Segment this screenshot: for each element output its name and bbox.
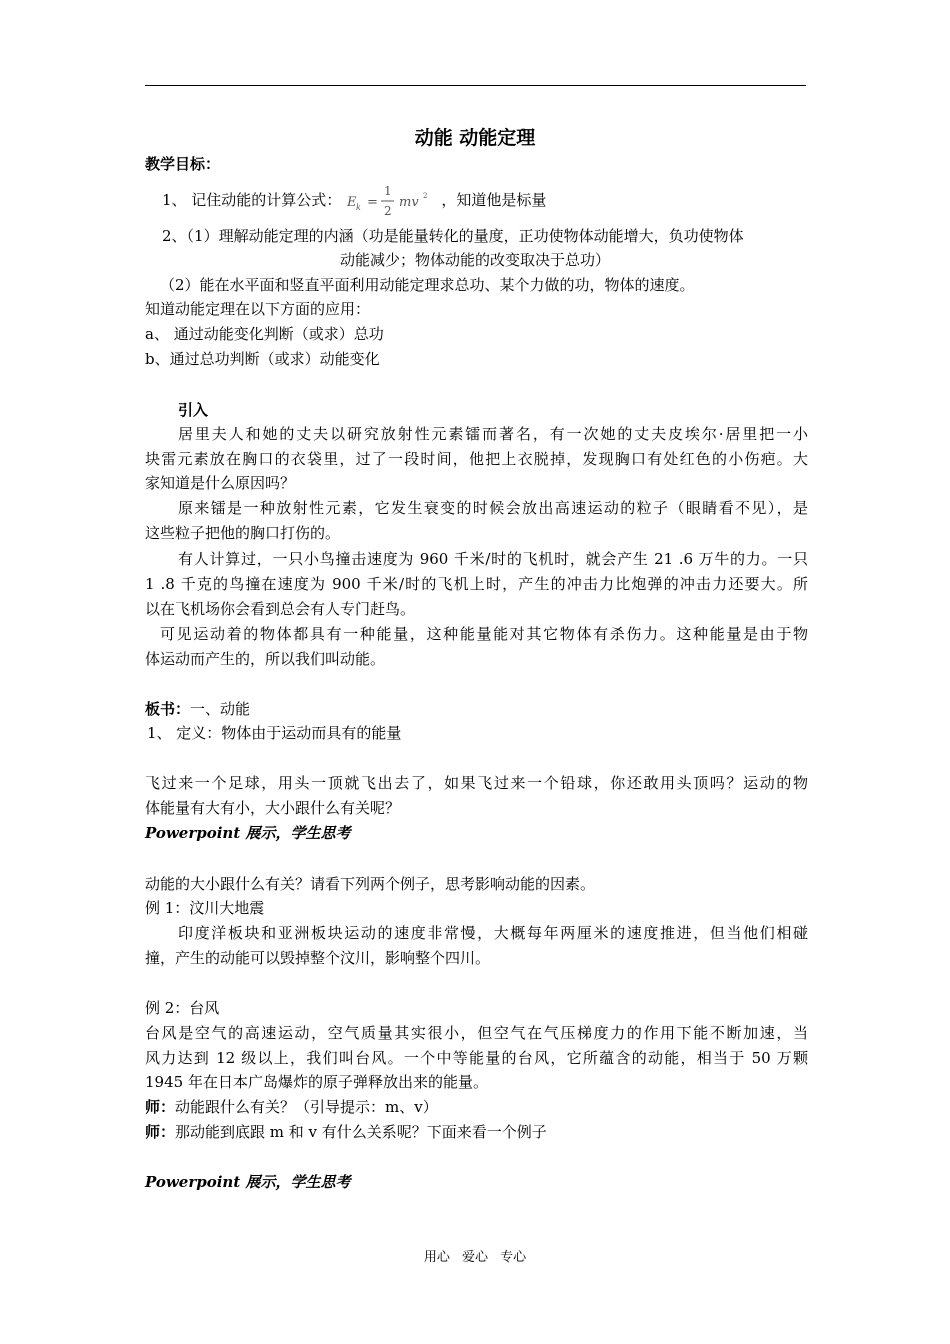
para-3-line-3: 以在飞机场你会看到总会有人专门赶鸟。 [145,600,416,618]
teacher-label-2: 师： [145,1123,176,1141]
para-3-line-1: 有人计算过，一只小鸟撞击速度为 960 千米/时的飞机时，就会产生 21 .6 万牛的力。一只 [178,550,808,568]
example-1-title: 例 1：汶川大地震 [145,899,265,917]
teacher-line-2 [145,1120,808,1144]
para-1-line-1: 居里夫人和她的丈夫以研究放射性元素镭而著名，有一次她的丈夫皮埃尔·居里把一小 [178,425,808,443]
teacher-label-1: 师： [145,1098,176,1116]
example-2-line-3: 1945 年在日本广岛爆炸的原子弹释放出来的能量。 [145,1073,488,1091]
formula-sup: 2 [423,192,428,200]
header-rule [145,85,806,86]
apply-a: a、 通过动能变化判断（或求）总功 [145,325,384,343]
formula-sub: k [356,203,362,212]
goal-1 [162,180,825,220]
kinetic-energy-formula [345,181,437,221]
footer-word-2: 爱心 [461,1250,488,1265]
footer-word-1: 用心 [423,1250,450,1265]
para-6: 动能的大小跟什么有关？请看下列两个例子，思考影响动能的因素。 [145,875,596,893]
example-1-line-1: 印度洋板块和亚洲板块运动的速度非常慢，大概每年两厘米的速度推进，但当他们相碰 [178,924,808,942]
powerpoint-note-1: Powerpoint 展示，学生思考 [145,824,351,842]
para-5-line-1: 飞过来一个足球，用头一顶就飞出去了，如果飞过来一个铅球，你还敢用头顶吗？运动的物 [145,774,808,792]
apply-intro: 知道动能定理在以下方面的应用： [145,300,371,318]
intro-heading: 引入 [178,401,209,419]
teacher-line-1 [145,1095,808,1119]
formula-rhs: mv [399,195,419,210]
page-footer [0,1248,950,1268]
formula-eq: = [367,195,379,210]
example-2-line-2: 风力达到 12 级以上，我们叫台风。一个中等能量的台风，它所蕴含的动能，相当于 50 万颗 [145,1049,808,1067]
goal-1-suffix: ，知道他是标量 [441,191,547,209]
para-3-line-2: 1 .8 千克的鸟撞在速度为 900 千米/时的飞机上时，产生的冲击力比炮弹的冲击力还要大。所 [145,575,808,593]
example-1-line-2: 撞，产生的动能可以毁掉整个汶川，影响整个四川。 [145,949,491,967]
powerpoint-note-2: Powerpoint 展示，学生思考 [145,1173,351,1191]
goals-heading: 教学目标： [145,155,221,173]
board-label: 板书： [145,700,191,718]
board-line [145,697,808,721]
definition-line: 1、 定义：物体由于运动而具有的能量 [147,724,402,742]
para-1-line-2: 块雷元素放在胸口的衣袋里，过了一段时间，他把上衣脱掉，发现胸口有处红色的小伤疤。大 [145,450,808,468]
goal-2-line-2: 动能减少；物体动能的改变取决于总功） [340,251,611,269]
example-2-title: 例 2：台风 [145,999,220,1017]
footer-word-3: 专心 [500,1250,527,1265]
page-title: 动能 动能定理 [414,127,536,149]
goal-2-part-2: （2）能在水平面和竖直平面利用动能定理求总功、某个力做的功，物体的速度。 [160,276,695,294]
formula-den: 2 [384,204,392,218]
formula-num: 1 [384,184,392,198]
formula-lhs: E [347,195,357,210]
para-1-line-3: 家知道是什么原因吗？ [145,474,296,492]
teacher-text-1: 动能跟什么有关？（引导提示：m、v） [175,1098,438,1116]
goal-1-text: 1、 记住动能的计算公式： [162,191,342,209]
para-5-line-2: 体能量有大有小，大小跟什么有关呢？ [145,799,401,817]
goal-2-line-1: 2、（1）理解动能定理的内涵（功是能量转化的量度，正功使物体动能增大，负功使物体 [162,227,744,245]
para-2-line-2: 这些粒子把他的胸口打伤的。 [145,524,341,542]
board-text: 一、动能 [190,700,251,718]
apply-b: b、通过总功判断（或求）动能变化 [145,350,380,368]
teacher-text-2: 那动能到底跟 m 和 v 有什么关系呢？下面来看一个例子 [175,1123,547,1141]
para-4-line-1: 可见运动着的物体都具有一种能量，这种能量能对其它物体有杀伤力。这种能量是由于物 [160,625,808,643]
example-2-line-1: 台风是空气的高速运动，空气质量其实很小，但空气在气压梯度力的作用下能不断加速，当 [145,1024,808,1042]
para-4-line-2: 体运动而产生的，所以我们叫动能。 [145,650,386,668]
para-2-line-1: 原来镭是一种放射性元素，它发生衰变的时候会放出高速运动的粒子（眼睛看不见），是 [178,499,808,517]
